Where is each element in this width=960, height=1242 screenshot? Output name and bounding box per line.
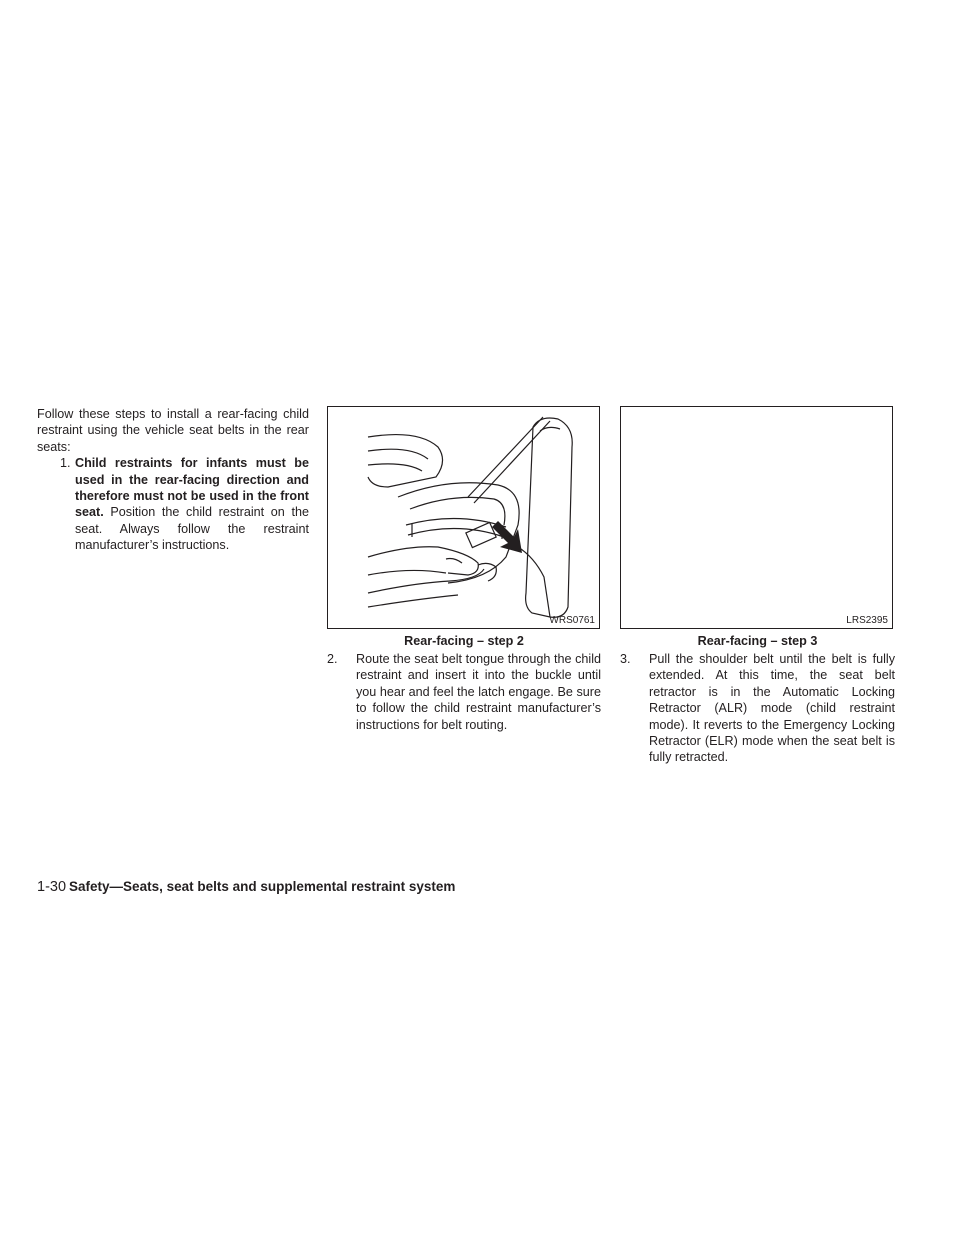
figure-2-code: WRS0761 — [549, 615, 595, 626]
column-left — [37, 406, 309, 554]
step-1-warning: Child restraints for infants must be used in the rear-facing direction and therefore must not be used in the front seat. — [75, 456, 309, 520]
figure-2-caption: Rear-facing – step 2 — [404, 634, 524, 648]
intro-paragraph: Follow these steps to install a rear-facing child restraint using the vehicle seat belts in the rear seats: — [37, 407, 309, 454]
step-1-text: Position the child restraint on the seat. Always follow the restraint manufacturer’s instructions. — [75, 505, 309, 553]
page-footer — [37, 878, 455, 896]
figure-rear-facing-step-2 — [327, 406, 600, 629]
step-3-text: Pull the shoulder belt until the belt is fully extended. At this time, the seat belt retractor is in the Automatic Locking Retractor (ALR) mode (child restraint mode). It reverts to the Emergency Locking Retractor (ELR) mode when the seat belt is fully retracted. — [649, 652, 895, 765]
step-1 — [37, 455, 309, 553]
figure-3-code: LRS2395 — [846, 615, 888, 626]
step-3 — [620, 651, 895, 766]
page-number: 1-30 — [37, 879, 67, 895]
step-2-number: 2. — [327, 652, 338, 666]
column-right — [620, 406, 895, 766]
step-3-number: 3. — [620, 652, 631, 666]
figure-3-caption: Rear-facing – step 3 — [697, 634, 818, 648]
figure-rear-facing-step-3 — [620, 406, 893, 629]
step-1-number: 1. — [60, 456, 71, 471]
step-2 — [327, 651, 601, 733]
step-2-text: Route the seat belt tongue through the child restraint and insert it into the buckle until you hear and feel the latch engage. Be sure to follow the child restraint manufacturer’s instructions for belt routing. — [356, 652, 601, 732]
section-title: Safety—Seats, seat belts and supplemental restraint system — [69, 879, 456, 894]
column-middle — [327, 406, 601, 733]
child-seat-illustration — [328, 407, 599, 628]
